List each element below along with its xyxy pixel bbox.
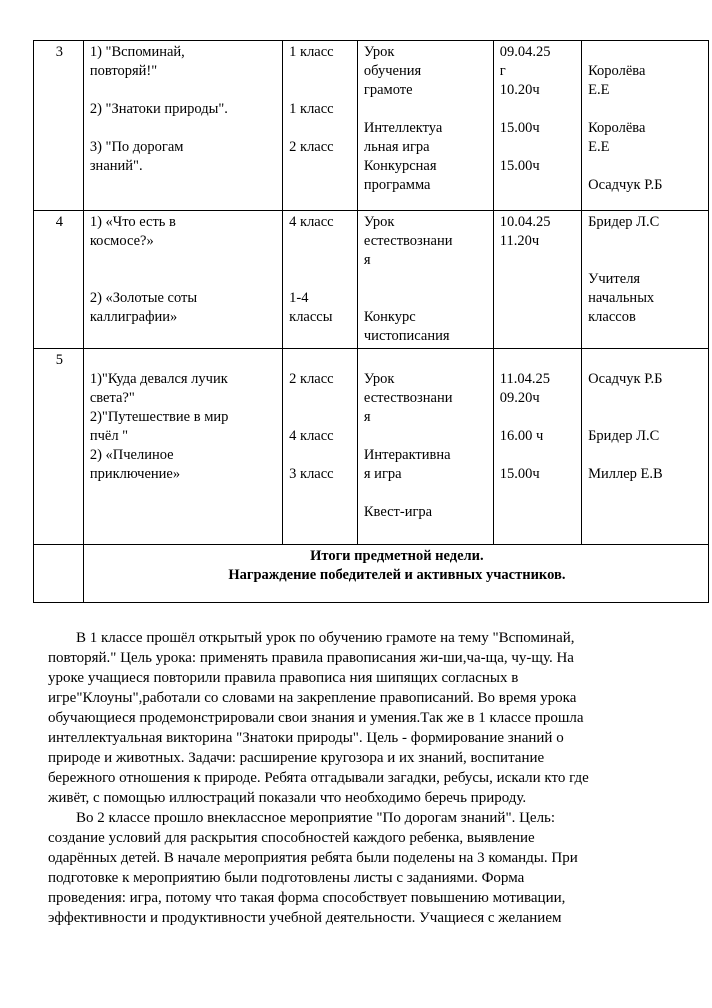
cell-line: 1 класс [289, 101, 334, 117]
text-line: В 1 классе прошёл открытый урок по обучению грамоте на тему "Вспоминай, [76, 630, 575, 646]
cell-line [289, 389, 353, 408]
cell-line: Осадчук Р.Б [588, 371, 663, 387]
cell-line [90, 351, 278, 370]
cell-line: 11.04.25 [499, 371, 550, 387]
cell-line: Конкурсная [363, 158, 437, 174]
cell-line [90, 81, 278, 100]
cell-line: 09.20ч [499, 390, 540, 406]
cell-line [588, 446, 704, 465]
cell-line: я [363, 252, 371, 268]
cell-line: космосе?» [89, 233, 154, 249]
cell-line: 2 класс [289, 139, 334, 155]
text-line: создание условий для раскрытия способностей каждого ребенка, выявление [48, 830, 535, 846]
cell-line: г [499, 63, 506, 79]
cell-line [364, 270, 489, 289]
cell-line [588, 43, 704, 62]
cell-line: 11.20ч [499, 233, 540, 249]
cell-line [588, 251, 704, 270]
cell-line: Интеллектуа [363, 120, 443, 136]
cell-line [289, 119, 353, 138]
cell-line: 2) «Золотые соты [89, 290, 198, 306]
row-number-cell [34, 41, 84, 211]
cell-line: 3 класс [289, 466, 334, 482]
schedule-body [34, 41, 709, 603]
cell-line: 1-4 [289, 290, 309, 306]
class-cell [283, 211, 358, 349]
summary-blank-cell [34, 545, 84, 603]
cell-line: естествознани [363, 390, 453, 406]
cell-line: Е.Е [588, 139, 610, 155]
cell-line: Интерактивна [363, 447, 451, 463]
text-line: игре"Клоуны",работали со словами на закрепление правописаний. Во время урока [48, 690, 577, 706]
text-line: повторяй." Цель урока: применять правила правописания жи-ши,ча-ща, чу-щу. На [48, 650, 574, 666]
cell-line: 3) "По дорогам [89, 139, 184, 155]
cell-line: я [363, 409, 371, 425]
teacher-cell [582, 349, 709, 545]
cell-line: света?" [89, 390, 135, 406]
cell-line: Учителя [588, 271, 641, 287]
cell-line: знаний". [89, 158, 143, 174]
summary-line: Итоги предметной недели. [310, 548, 484, 564]
cell-line: 1) "Вспоминай, [89, 44, 185, 60]
cell-line: 10.04.25 [499, 214, 551, 230]
cell-line: 09.04.25 [499, 44, 551, 60]
text-line: обучающиеся продемонстрировали свои знания и умения.Так же в 1 классе прошла [48, 710, 584, 726]
cell-line: 15.00ч [499, 466, 540, 482]
cell-line [289, 232, 353, 251]
cell-line: каллиграфии» [89, 309, 178, 325]
cell-line: приключение» [89, 466, 181, 482]
cell-line: начальных [588, 290, 655, 306]
table-row [34, 41, 709, 211]
cell-line: Урок [363, 371, 395, 387]
cell-line: Бридер Л.С [588, 214, 660, 230]
summary-row [34, 545, 709, 603]
cell-line: Королёва [588, 120, 646, 136]
event-cell [83, 349, 282, 545]
cell-line: Королёва [588, 63, 646, 79]
cell-line [364, 289, 489, 308]
cell-line: пчёл " [89, 428, 129, 444]
cell-line: Урок [363, 44, 395, 60]
text-line: живёт, с помощью иллюстраций показали что необходимо беречь природу. [48, 790, 527, 806]
cell-line [90, 270, 278, 289]
text-line: одарённых детей. В начале мероприятия ребята были поделены на 3 команды. При [48, 850, 578, 866]
cell-line: 16.00 ч [499, 428, 544, 444]
form-cell [357, 211, 493, 349]
cell-line: повторяй!" [89, 63, 158, 79]
row-number: 5 [55, 352, 64, 368]
text-line: проведения: игра, потому что такая форма способствует повышению мотивации, [48, 890, 566, 906]
cell-line: Осадчук Р.Б [588, 177, 663, 193]
body-text [48, 628, 668, 928]
cell-line: 2) "Знатоки природы". [89, 101, 228, 117]
cell-line: классов [588, 309, 636, 325]
cell-line [588, 100, 704, 119]
form-cell [357, 41, 493, 211]
row-number-cell [34, 349, 84, 545]
summary-cell [83, 545, 708, 603]
cell-line [588, 389, 704, 408]
cell-line: Квест-игра [363, 504, 433, 520]
text-line: бережного отношения к природе. Ребята отгадывали загадки, ребусы, искали кто где [48, 770, 589, 786]
cell-line [364, 351, 489, 370]
class-cell [283, 349, 358, 545]
cell-line: Е.Е [588, 82, 610, 98]
cell-line: грамоте [363, 82, 413, 98]
text-line: Во 2 классе прошло внеклассное мероприятие "По дорогам знаний". Цель: [76, 810, 556, 826]
cell-line: 15.00ч [499, 120, 540, 136]
cell-line [588, 157, 704, 176]
teacher-cell [582, 41, 709, 211]
cell-line [500, 138, 577, 157]
cell-line: Бридер Л.С [588, 428, 660, 444]
cell-line [364, 427, 489, 446]
schedule-table [33, 40, 709, 603]
cell-line: программа [363, 177, 431, 193]
cell-line: Урок [363, 214, 395, 230]
cell-line: естествознани [363, 233, 453, 249]
cell-line [90, 251, 278, 270]
text-line: уроке учащиеся повторили правила правописа ния шипящих согласных в [48, 670, 519, 686]
row-number: 4 [55, 214, 64, 230]
cell-line: Конкурс [363, 309, 416, 325]
cell-line [364, 100, 489, 119]
cell-line [500, 351, 577, 370]
table-row [34, 211, 709, 349]
cell-line [364, 484, 489, 503]
cell-line [500, 446, 577, 465]
cell-line: классы [289, 309, 333, 325]
cell-line: 15.00ч [499, 158, 540, 174]
text-line: подготовке к мероприятию были подготовлены листы с заданиями. Форма [48, 870, 525, 886]
cell-line: 2 класс [289, 371, 334, 387]
cell-line [289, 446, 353, 465]
row-number: 3 [55, 44, 64, 60]
cell-line: чистописания [363, 328, 450, 344]
cell-line [289, 351, 353, 370]
teacher-cell [582, 211, 709, 349]
cell-line: Миллер Е.В [588, 466, 663, 482]
class-cell [283, 41, 358, 211]
cell-line [588, 408, 704, 427]
event-cell [83, 211, 282, 349]
cell-line [500, 100, 577, 119]
event-cell [83, 41, 282, 211]
cell-line [289, 270, 353, 289]
text-line: эффективности и продуктивности учебной деятельности. Учащиеся с желанием [48, 910, 562, 926]
cell-line [90, 119, 278, 138]
cell-line: обучения [363, 63, 422, 79]
cell-line [289, 81, 353, 100]
cell-line: 1)"Куда девался лучик [89, 371, 228, 387]
cell-line: 4 класс [289, 428, 334, 444]
cell-line: я игра [363, 466, 402, 482]
cell-line [289, 251, 353, 270]
cell-line: льная игра [363, 139, 430, 155]
text-line: природе и животных. Задачи: расширение кругозора и их знаний, воспитание [48, 750, 545, 766]
cell-line: 1) «Что есть в [89, 214, 176, 230]
cell-line [588, 232, 704, 251]
row-number-cell [34, 211, 84, 349]
cell-line [588, 351, 704, 370]
cell-line: 1 класс [289, 44, 334, 60]
cell-line [289, 62, 353, 81]
form-cell [357, 349, 493, 545]
cell-line: 4 класс [289, 214, 334, 230]
date-cell [493, 211, 581, 349]
date-cell [493, 349, 581, 545]
cell-line: 2) «Пчелиное [89, 447, 174, 463]
date-cell [493, 41, 581, 211]
text-line: интеллектуальная викторина "Знатоки природы". Цель - формирование знаний о [48, 730, 564, 746]
table-row [34, 349, 709, 545]
cell-line [289, 408, 353, 427]
cell-line: 10.20ч [499, 82, 540, 98]
cell-line [500, 408, 577, 427]
cell-line: 2)"Путешествие в мир [89, 409, 229, 425]
summary-line: Награждение победителей и активных участников. [228, 567, 566, 583]
